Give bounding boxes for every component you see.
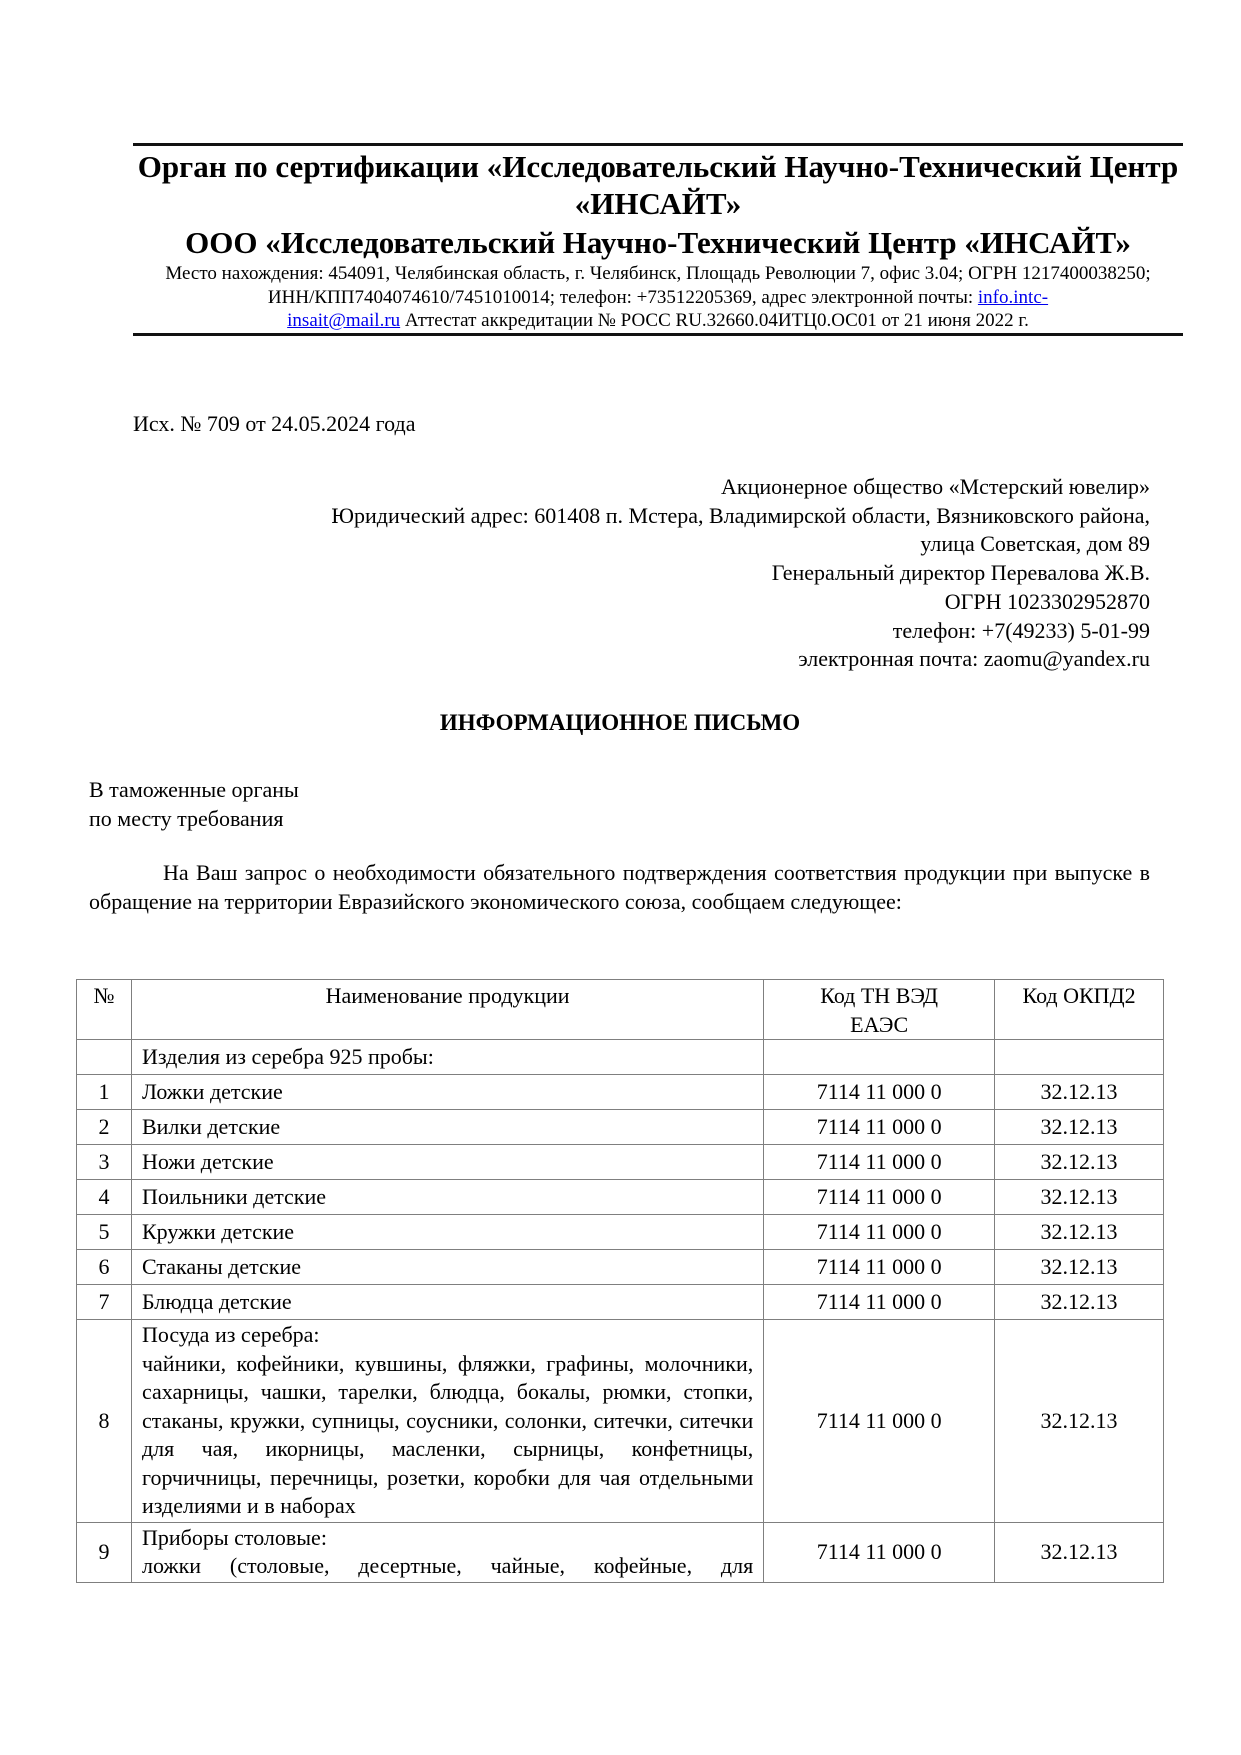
group-tn-cell	[764, 1040, 995, 1075]
table-row	[77, 1110, 1164, 1145]
document-title: ИНФОРМАЦИОННОЕ ПИСЬМО	[439, 710, 801, 735]
body-paragraph: На Ваш запрос о необходимости обязательного подтверждения соответствия продукции при выпуске в обращение на территории Евразийского экономического союза, сообщаем следующее:	[89, 860, 1150, 914]
row-num: 4	[77, 1180, 132, 1215]
row-name	[131, 1522, 763, 1582]
row-tn-ved: 7114 11 000 0	[764, 1145, 995, 1180]
company-title: ООО «Исследовательский Научно-Технический Центр «ИНСАЙТ»	[185, 225, 1131, 260]
group-label: Изделия из серебра 925 пробы:	[131, 1040, 763, 1075]
row-name-description: ложки (столовые, десертные, чайные, кофейные, для	[141, 1553, 754, 1578]
row-tn-ved: 7114 11 000 0	[764, 1320, 995, 1523]
header-tn-ved: Код ТН ВЭД ЕАЭС	[764, 980, 995, 1040]
row-name: Ножи детские	[131, 1145, 763, 1180]
letterhead-top-rule	[133, 143, 1183, 146]
row-okpd2: 32.12.13	[995, 1215, 1164, 1250]
recipient-line-2: по месту требования	[89, 805, 284, 831]
row-name: Вилки детские	[131, 1110, 763, 1145]
row-okpd2: 32.12.13	[995, 1145, 1164, 1180]
addressee-company: Акционерное общество «Мстерский ювелир»	[721, 474, 1150, 499]
email-link-part1: info.intc-	[977, 286, 1049, 308]
group-num-cell	[77, 1040, 132, 1075]
table-row	[77, 1145, 1164, 1180]
addressee-legal-address-1: Юридический адрес: 601408 п. Мстера, Владимирской области, Вязниковского района,	[331, 502, 1150, 528]
group-okpd-cell	[995, 1040, 1164, 1075]
table-row	[77, 1250, 1164, 1285]
products-table	[76, 979, 1164, 1583]
table-row	[77, 1285, 1164, 1320]
row-tn-ved: 7114 11 000 0	[764, 1285, 995, 1320]
row-tn-ved: 7114 11 000 0	[764, 1250, 995, 1285]
table-group-row	[77, 1040, 1164, 1075]
row-name: Кружки детские	[131, 1215, 763, 1250]
row-name: Поильники детские	[131, 1180, 763, 1215]
letterhead-details	[150, 262, 1166, 333]
table-row	[77, 1075, 1164, 1110]
addressee-legal-address-2: улица Советская, дом 89	[920, 531, 1150, 557]
table-row	[77, 1215, 1164, 1250]
details-address: Место нахождения: 454091, Челябинская область, г. Челябинск, Площадь Революции 7, офис 3.04; ОГРН	[165, 263, 1018, 284]
row-num: 2	[77, 1110, 132, 1145]
letterhead-bottom-rule	[133, 333, 1183, 336]
table-row	[77, 1320, 1164, 1523]
row-tn-ved: 7114 11 000 0	[764, 1522, 995, 1582]
table-row	[77, 1522, 1164, 1582]
row-okpd2: 32.12.13	[995, 1320, 1164, 1523]
row-okpd2: 32.12.13	[995, 1180, 1164, 1215]
table-header-row	[77, 980, 1164, 1040]
header-name: Наименование продукции	[131, 980, 763, 1040]
row-num: 5	[77, 1215, 132, 1250]
row-tn-ved: 7114 11 000 0	[764, 1110, 995, 1145]
addressee-phone: телефон: +7(49233) 5-01-99	[892, 617, 1150, 643]
row-okpd2: 32.12.13	[995, 1522, 1164, 1582]
details-ids-phone: 1217400038250; ИНН/КПП7404074610/7451010014; телефон: +73512205369, адрес электронной почты:	[267, 263, 1151, 308]
header-num: №	[77, 980, 132, 1040]
certification-body-title: Орган по сертификации «Исследовательский Научно-Технический Центр «ИНСАЙТ»	[137, 149, 1179, 221]
addressee-block	[170, 473, 1150, 674]
row-num: 8	[77, 1320, 132, 1523]
row-okpd2: 32.12.13	[995, 1110, 1164, 1145]
row-num: 9	[77, 1522, 132, 1582]
row-tn-ved: 7114 11 000 0	[764, 1215, 995, 1250]
row-name: Стаканы детские	[131, 1250, 763, 1285]
row-name-description: чайники, кофейники, кувшины, фляжки, графины, молочники, сахарницы, чашки, тарелки, блюдца, бокалы, рюмки, стопки, стаканы, кружки, супницы, соусники, солонки, ситечки, ситечки для чая, икорницы, масленки, сырницы, конфетницы, горчичницы, перечницы, розетки, коробки для чая отдельными изделиями и в наборах	[141, 1350, 754, 1518]
row-tn-ved: 7114 11 000 0	[764, 1075, 995, 1110]
row-name: Ложки детские	[131, 1075, 763, 1110]
email-link-part2: insait@mail.ru	[287, 310, 401, 331]
row-num: 3	[77, 1145, 132, 1180]
row-okpd2: 32.12.13	[995, 1075, 1164, 1110]
addressee-director: Генеральный директор Перевалова Ж.В.	[771, 560, 1150, 586]
row-num: 7	[77, 1285, 132, 1320]
row-name	[131, 1320, 763, 1523]
row-name-heading: Посуда из серебра:	[141, 1322, 320, 1347]
row-okpd2: 32.12.13	[995, 1250, 1164, 1285]
accreditation-text: Аттестат аккредитации № РОСС RU.32660.04ИТЦ0.ОС01 от 21 июня 2022 г.	[400, 310, 1029, 331]
table-row	[77, 1180, 1164, 1215]
row-okpd2: 32.12.13	[995, 1285, 1164, 1320]
row-tn-ved: 7114 11 000 0	[764, 1180, 995, 1215]
row-name: Блюдца детские	[131, 1285, 763, 1320]
row-num: 6	[77, 1250, 132, 1285]
outgoing-reference: Исх. № 709 от 24.05.2024 года	[133, 411, 416, 436]
addressee-email: электронная почта: zaomu@yandex.ru	[798, 646, 1150, 672]
recipient-block	[89, 776, 299, 833]
row-num: 1	[77, 1075, 132, 1110]
header-okpd2: Код ОКПД2	[995, 980, 1164, 1040]
row-name-heading: Приборы столовые:	[141, 1524, 327, 1550]
addressee-ogrn: ОГРН 1023302952870	[944, 588, 1150, 614]
recipient-line-1: В таможенные органы	[89, 777, 299, 802]
